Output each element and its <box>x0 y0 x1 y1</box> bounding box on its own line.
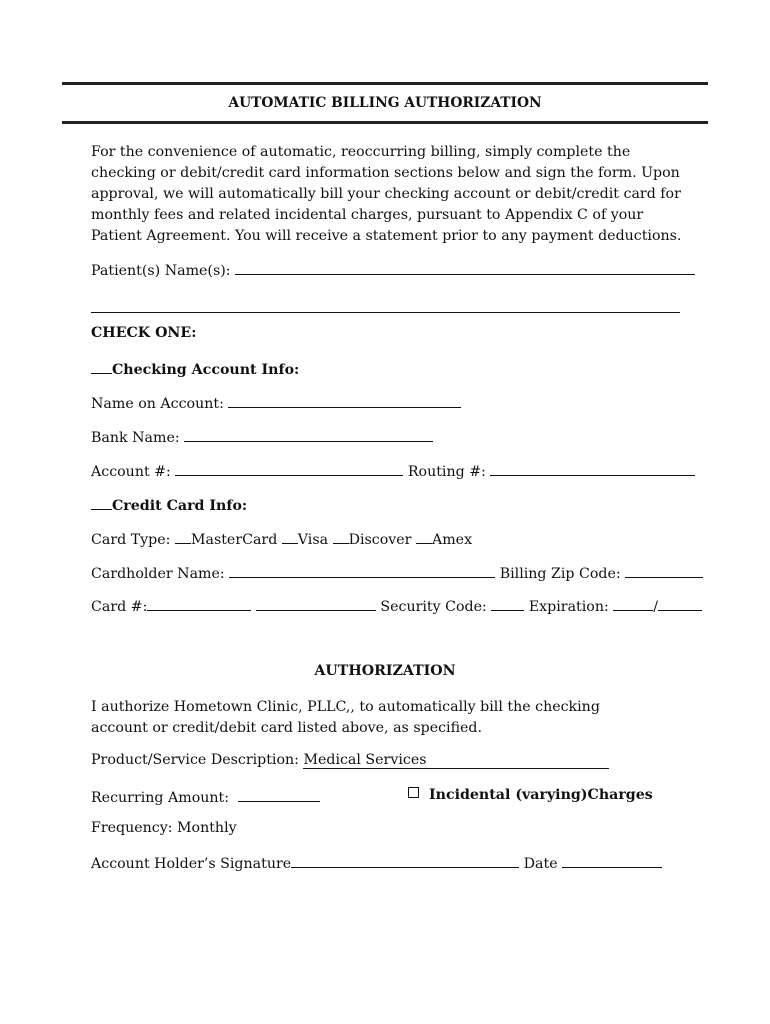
description-value: Medical Services <box>303 752 427 768</box>
check-one-label: CHECK ONE: <box>91 325 197 341</box>
card-number-row <box>91 596 702 615</box>
cardholder-row <box>91 563 703 582</box>
card-type-discover: Discover <box>348 532 412 548</box>
expiration-separator: / <box>653 599 659 615</box>
form-title: AUTOMATIC BILLING AUTHORIZATION <box>228 95 542 111</box>
credit-heading: Credit Card Info: <box>91 495 247 514</box>
intro-paragraph: For the convenience of automatic, reoccurring billing, simply complete the checking or debit/credit card information sections below and sign the form. Upon approval, we will automatically bill your checking account or debit/credit card for monthly fees and related incidental charges, pursuant to Appendix C of your Patient Agreement. You will receive a statement prior to any payment deductions. <box>91 144 682 244</box>
expiration-month-field[interactable] <box>613 596 653 611</box>
mastercard-blank[interactable] <box>175 529 191 544</box>
zip-label: Billing Zip Code: <box>499 566 621 582</box>
amex-blank[interactable] <box>416 529 432 544</box>
cardholder-label: Cardholder Name: <box>91 566 225 582</box>
card-number-field-2[interactable] <box>256 596 376 611</box>
visa-blank[interactable] <box>282 529 298 544</box>
date-field[interactable] <box>562 853 662 868</box>
expiration-year-field[interactable] <box>658 596 702 611</box>
top-rule <box>62 82 708 85</box>
bank-name-label: Bank Name: <box>91 430 180 446</box>
bank-name-field[interactable] <box>184 427 433 442</box>
checkbox-icon[interactable] <box>408 787 419 798</box>
recurring-amount-row <box>91 787 320 806</box>
routing-label: Routing #: <box>407 464 486 480</box>
patient-names-field[interactable] <box>235 260 695 275</box>
discover-blank[interactable] <box>333 529 349 544</box>
routing-number-field[interactable] <box>490 461 695 476</box>
bank-name-row <box>91 427 433 446</box>
authorization-statement: I authorize Hometown Clinic, PLLC,, to automatically bill the checking account or credit/debit card listed above, as specified. <box>91 699 600 736</box>
description-row <box>91 752 609 769</box>
account-routing-row <box>91 461 695 480</box>
authorization-heading: AUTHORIZATION <box>314 663 456 679</box>
credit-select-blank[interactable] <box>91 495 112 510</box>
date-label: Date <box>523 856 558 872</box>
checking-heading: Checking Account Info: <box>91 359 299 378</box>
checking-select-blank[interactable] <box>91 359 112 374</box>
expiration-label: Expiration: <box>528 599 609 615</box>
signature-row <box>91 853 662 872</box>
patient-names-label: Patient(s) Name(s): <box>91 263 231 279</box>
security-code-field[interactable] <box>491 596 524 611</box>
card-type-visa: Visa <box>297 532 329 548</box>
recurring-amount-field[interactable] <box>238 787 320 802</box>
card-type-mastercard: MasterCard <box>190 532 278 548</box>
card-number-field-1[interactable] <box>147 596 251 611</box>
title-rule <box>62 121 708 124</box>
card-type-row <box>91 529 472 548</box>
account-label: Account #: <box>91 464 171 480</box>
patient-names-field-2[interactable] <box>91 300 680 313</box>
zip-field[interactable] <box>625 563 703 578</box>
signature-label: Account Holder’s Signature <box>91 856 292 872</box>
security-code-label: Security Code: <box>380 599 487 615</box>
description-label: Product/Service Description: <box>91 752 299 768</box>
account-number-field[interactable] <box>175 461 403 476</box>
patient-names-row <box>91 260 695 279</box>
card-type-amex: Amex <box>431 532 473 548</box>
incidental-option[interactable] <box>408 787 653 803</box>
card-number-label: Card #: <box>91 599 148 615</box>
incidental-label: Incidental (varying)Charges <box>429 787 653 803</box>
name-on-account-label: Name on Account: <box>91 396 224 412</box>
cardholder-field[interactable] <box>229 563 495 578</box>
frequency-text: Frequency: Monthly <box>91 820 237 836</box>
card-type-label: Card Type: <box>91 532 171 548</box>
recurring-amount-label: Recurring Amount: <box>91 790 229 806</box>
name-on-account-field[interactable] <box>228 393 461 408</box>
description-field[interactable] <box>303 752 609 769</box>
name-on-account-row <box>91 393 461 412</box>
signature-field[interactable] <box>291 853 519 868</box>
